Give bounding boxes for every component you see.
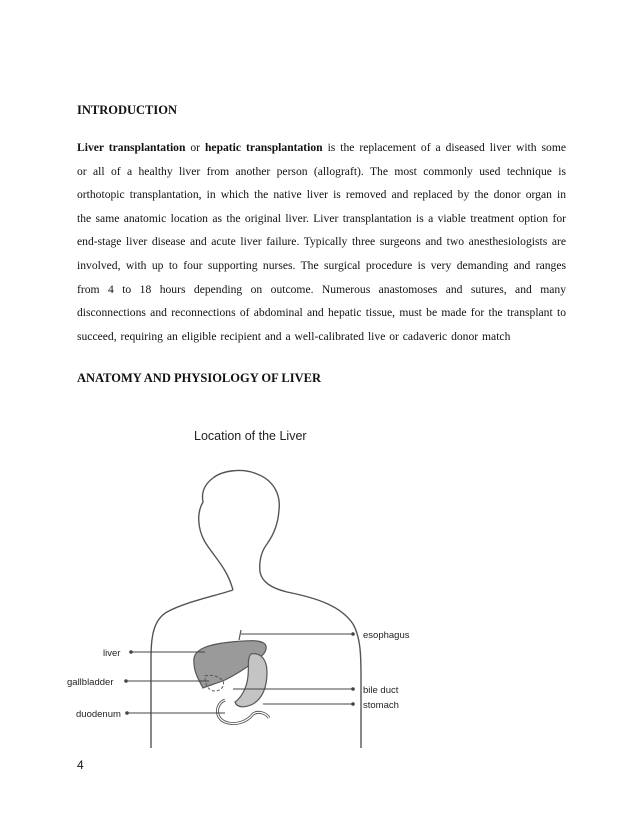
connector-text: or — [185, 141, 205, 154]
body-diagram — [55, 418, 575, 748]
liver-location-figure — [55, 418, 575, 748]
label-liver: liver — [103, 648, 121, 659]
label-duodenum: duodenum — [76, 709, 121, 720]
page-number: 4 — [77, 758, 84, 772]
label-esophagus: esophagus — [363, 630, 410, 641]
label-bile-duct: bile duct — [363, 685, 399, 696]
term-liver-transplantation: Liver transplantation — [77, 141, 186, 154]
esophagus-shape — [239, 630, 241, 640]
figure-title: Location of the Liver — [194, 429, 307, 443]
paragraph-body: is the replacement of a diseased liver with some or all of a healthy liver from another person (allograft). The most commonly used technique is orthotopic transplantation, in which the native liver is removed and replaced by the donor organ in the same anatomic location as the original liver. Liver transplantation is a viable treatment option for end-stage liver disease and acute liver failure. Typically three surgeons and two anesthesiologists are involved, with up to four supporting nurses. The surgical procedure is very demanding and ranges from 4 to 18 hours depending on outcome. Numerous anastomoses and sutures, and many disconnections and reconnections of abdominal and hepatic tissue, must be made for the transplant to succeed, requiring an eligible recipient and a well-calibrated live or cadaveric donor match — [77, 141, 566, 343]
body-outline — [151, 471, 361, 748]
term-hepatic-transplantation: hepatic transplantation — [204, 141, 323, 154]
introduction-paragraph — [77, 136, 566, 348]
label-gallbladder: gallbladder — [67, 677, 114, 688]
introduction-heading: INTRODUCTION — [77, 103, 178, 117]
anatomy-heading: ANATOMY AND PHYSIOLOGY OF LIVER — [77, 371, 322, 385]
label-stomach: stomach — [363, 700, 399, 711]
